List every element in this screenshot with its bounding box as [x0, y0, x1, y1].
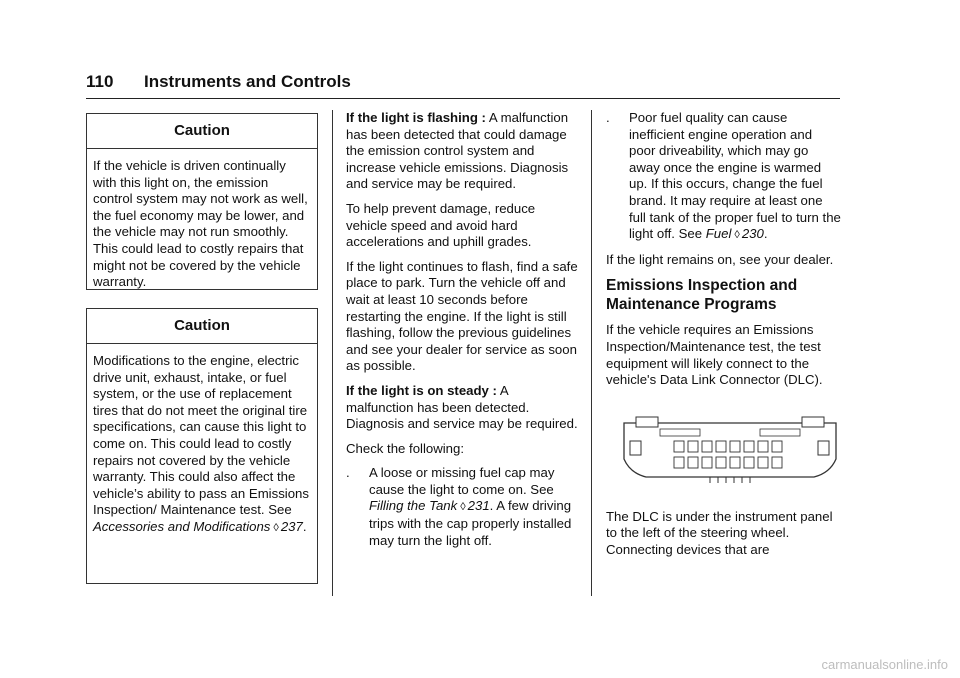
bullet-text-end: . [763, 226, 768, 242]
column-2 [346, 110, 578, 557]
bullet-text: Poor fuel quality can cause inefficient engine operation and poor driveability, which may go away once the engine is warmed up. If this occurs, change the fuel brand. It may require at least one full tank of the proper fuel to turn the light off. See [629, 110, 841, 242]
cross-reference-link[interactable]: Accessories and Modifications [93, 518, 271, 534]
page-number: 110 [86, 72, 114, 91]
bullet-mark: . [606, 110, 610, 125]
page-ref-arrow-icon: ◊ [460, 501, 466, 514]
caution-box-2 [86, 308, 318, 584]
section-heading: Emissions Inspection and Maintenance Programs [606, 277, 798, 314]
dlc-paragraph: The DLC is under the instrument panel to the left of the steering wheel. Connecting devices that are [606, 508, 833, 557]
steady-paragraph [346, 383, 578, 433]
page-ref-number[interactable]: 231 [467, 498, 490, 514]
list-item [606, 110, 842, 244]
cross-reference-link[interactable]: Fuel [705, 226, 732, 242]
section-title: Instruments and Controls [144, 72, 351, 91]
page-ref-number[interactable]: 230 [741, 226, 764, 242]
page-ref-number[interactable]: 237 [280, 518, 303, 534]
flash-text: A malfunction has been detected that could damage the emission control system and increase vehicle emissions. Diagnosis and service may be required. [346, 110, 569, 192]
caution-title: Caution [87, 114, 317, 149]
continue-flash-paragraph: If the light continues to flash, find a safe place to park. Turn the vehicle off and wait at least 10 seconds before restarting the engine. If the light is still flashing, follow the previous guidelines and see your dealer for service as soon as possible. [346, 258, 578, 374]
prevent-paragraph: To help prevent damage, reduce vehicle speed and avoid hard accelerations and uphill grades. [346, 200, 536, 250]
page-header [86, 70, 840, 99]
ref-end: . [302, 518, 307, 534]
dlc-connector-icon [618, 415, 842, 493]
steady-label: If the light is on steady : [346, 382, 497, 398]
dlc-connector-illustration [618, 415, 842, 493]
caution-box-1 [86, 113, 318, 290]
steady-text: A malfunction has been detected. Diagnosis and service may be required. [346, 382, 578, 432]
emissions-paragraph: If the vehicle requires an Emissions Inspection/Maintenance test, the test equipment will likely connect to the vehicle's Data Link Connector (DLC). [606, 322, 823, 388]
bullet-text-end: . A few driving trips with the cap properly installed may turn the light off. [369, 498, 572, 548]
caution-body [87, 344, 317, 545]
page-ref-arrow-icon: ◊ [734, 229, 740, 242]
check-paragraph: Check the following: [346, 440, 465, 456]
caution-text-main: Modifications to the engine, electric drive unit, exhaust, intake, or fuel system, or the use of replacement tires that do not meet the original tire specifications, can cause this light to come on. This could lead to costly repairs not covered by the vehicle warranty. This could also affect the vehicle’s ability to pass an Emissions Inspection/ Maintenance test. See [93, 353, 309, 518]
caution-text: If the vehicle is driven continually with this light on, the emission control system may not work as well, the fuel economy may be lower, and the vehicle may not run smoothly. This could lead to costly repairs that might not be covered by the vehicle warranty. [93, 158, 308, 290]
caution-text [93, 353, 311, 537]
caution-body [87, 149, 317, 299]
flash-label: If the light is flashing : [346, 110, 486, 125]
list-item [346, 465, 578, 549]
column-divider-1 [332, 110, 333, 596]
column-3 [606, 110, 842, 567]
cross-reference-link[interactable]: Filling the Tank [369, 498, 458, 514]
flash-paragraph [346, 110, 578, 193]
remain-paragraph: If the light remains on, see your dealer. [606, 251, 834, 267]
bullet-mark: . [346, 465, 350, 481]
bullet-text: A loose or missing fuel cap may cause the light to come on. See [369, 465, 555, 497]
watermark: carmanualsonline.info [821, 657, 948, 672]
caution-title: Caution [87, 309, 317, 344]
column-divider-2 [591, 110, 592, 596]
page-ref-arrow-icon: ◊ [273, 521, 279, 534]
